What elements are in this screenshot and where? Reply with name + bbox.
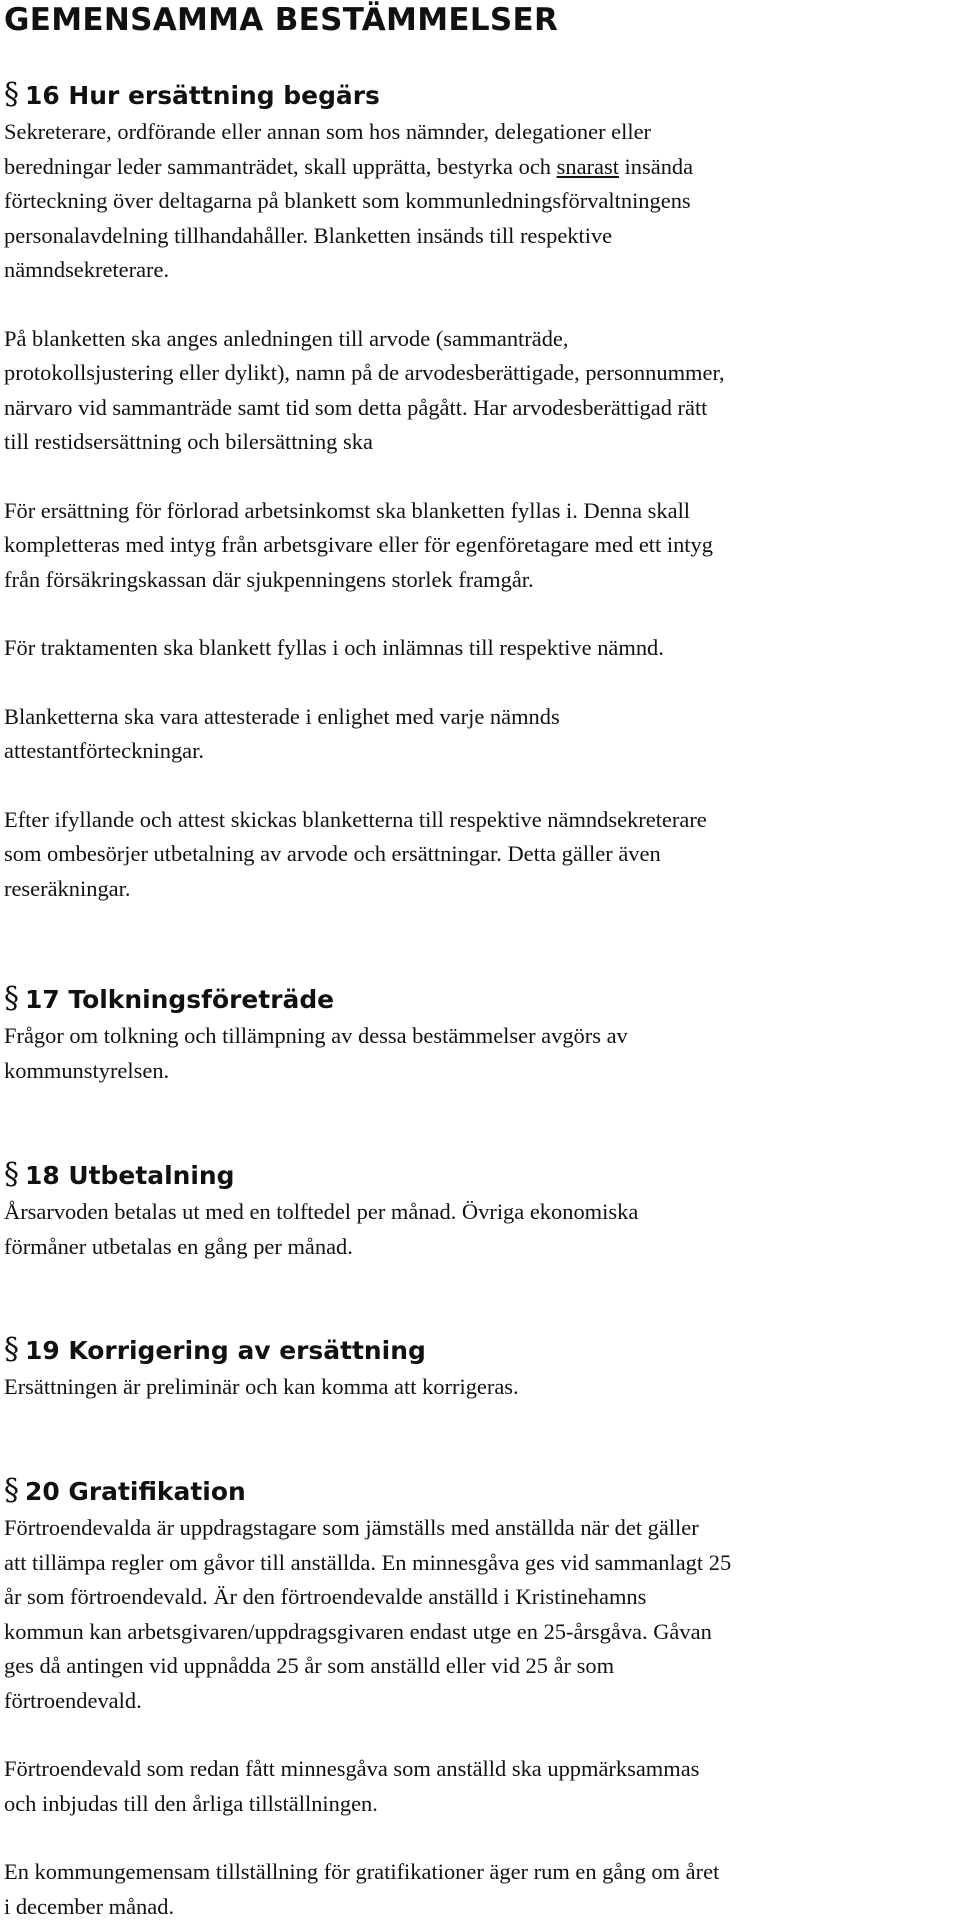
text-line: kommunstyrelsen. (4, 1057, 170, 1083)
text-line: från försäkringskassan där sjukpenningens storlek framgår. (4, 566, 534, 592)
document-title: GEMENSAMMA BESTÄMMELSER (4, 2, 559, 38)
section-heading-text: 16 Hur ersättning begärs (25, 81, 380, 110)
text-line: som ombesörjer utbetalning av arvode och ersättningar. Detta gäller även (4, 841, 661, 866)
text-line: Efter ifyllande och attest skickas blanketterna till respektive nämndsekreterare (4, 806, 707, 832)
text-line: att tillämpa regler om gåvor till anställda. En minnesgåva ges vid sammanlagt 25 (4, 1549, 732, 1575)
section-17 (4, 980, 956, 1088)
section-sign-icon: § (4, 1157, 19, 1192)
text-line: personalavdelning tillhandahåller. Blanketten insänds till respektive (4, 222, 613, 248)
text-fragment: beredningar leder sammanträdet, skall upprätta, bestyrka och (4, 153, 552, 179)
paragraph (4, 1019, 956, 1088)
text-line: På blanketten ska anges anledningen till arvode (sammanträde, (4, 325, 569, 351)
section-sign-icon: § (4, 1473, 19, 1508)
text-line: Blanketterna ska vara attesterade i enlighet med varje nämnds (4, 703, 560, 729)
text-line: En kommungemensam tillställning för gratifikationer äger rum en gång om året (4, 1859, 720, 1884)
text-line: För traktamenten ska blankett fyllas i och inlämnas till respektive nämnd. (4, 635, 664, 660)
paragraph (4, 322, 956, 460)
text-line: attestantförteckningar. (4, 738, 204, 763)
text-line: Frågor om tolkning och tillämpning av dessa bestämmelser avgörs av (4, 1023, 628, 1048)
paragraph (4, 700, 956, 769)
section-heading (4, 1331, 956, 1370)
text-line: kompletteras med intyg från arbetsgivare eller för egenföretagare med ett intyg (4, 532, 713, 557)
text-line: år som förtroendevald. Är den förtroendevalde anställd i Kristinehamns (4, 1584, 647, 1609)
section-19 (4, 1331, 956, 1405)
paragraph (4, 1511, 956, 1718)
section-sign-icon: § (4, 1332, 19, 1367)
text-line: närvaro vid sammanträde samt tid som detta pågått. Har arvodesberättigad rätt (4, 394, 708, 420)
paragraph (4, 1370, 956, 1405)
text-line: nämndsekreterare. (4, 257, 170, 282)
text-line: förmåner utbetalas en gång per månad. (4, 1233, 353, 1259)
paragraph (4, 631, 956, 666)
text-line: Ersättningen är preliminär och kan komma att korrigeras. (4, 1374, 519, 1399)
section-sign-icon: § (4, 981, 19, 1016)
paragraph (4, 1855, 956, 1924)
paragraph (4, 1752, 956, 1821)
paragraph (4, 494, 956, 598)
text-line: protokollsjustering eller dylikt), namn på de arvodesberättigade, personnummer, (4, 360, 725, 385)
text-line: Sekreterare, ordförande eller annan som hos nämnder, delegationer eller (4, 119, 652, 144)
paragraph (4, 803, 956, 907)
section-heading-text: 20 Gratifikation (25, 1477, 246, 1506)
text-line: Förtroendevalda är uppdragstagare som jämställs med anställda när det gäller (4, 1515, 699, 1540)
section-sign-icon: § (4, 77, 19, 112)
text-line: Årsarvoden betalas ut med en tolftedel per månad. Övriga ekonomiska (4, 1199, 639, 1224)
section-heading (4, 1472, 956, 1511)
section-heading-text: 17 Tolkningsföreträde (25, 985, 335, 1014)
text-line: För ersättning för förlorad arbetsinkomst ska blanketten fyllas i. Denna skall (4, 497, 691, 523)
underlined-word: snarast (556, 153, 619, 179)
text-line: förtroendevald. (4, 1687, 142, 1713)
section-heading-text: 19 Korrigering av ersättning (25, 1336, 426, 1365)
section-16 (4, 76, 956, 906)
section-heading-text: 18 Utbetalning (25, 1161, 235, 1190)
paragraph (4, 115, 956, 288)
text-line: till restidsersättning och bilersättning ska (4, 429, 373, 454)
text-line: Förtroendevald som redan fått minnesgåva som anställd ska uppmärksammas (4, 1756, 700, 1781)
text-fragment: insända (624, 153, 694, 179)
section-heading (4, 980, 956, 1019)
section-heading (4, 1156, 956, 1195)
text-line (4, 150, 956, 185)
text-line: ges då antingen vid uppnådda 25 år som anställd eller vid 25 år som (4, 1653, 615, 1678)
text-line: förteckning över deltagarna på blankett som kommunledningsförvaltningens (4, 188, 691, 213)
text-line: i december månad. (4, 1893, 175, 1919)
text-line: kommun kan arbetsgivaren/uppdragsgivaren endast utge en 25-årsgåva. Gåvan (4, 1618, 712, 1644)
text-line: och inbjudas till den årliga tillställningen. (4, 1790, 378, 1816)
section-heading (4, 76, 956, 115)
section-18 (4, 1156, 956, 1264)
paragraph (4, 1195, 956, 1264)
section-20 (4, 1472, 956, 1924)
text-line: reseräkningar. (4, 875, 131, 901)
